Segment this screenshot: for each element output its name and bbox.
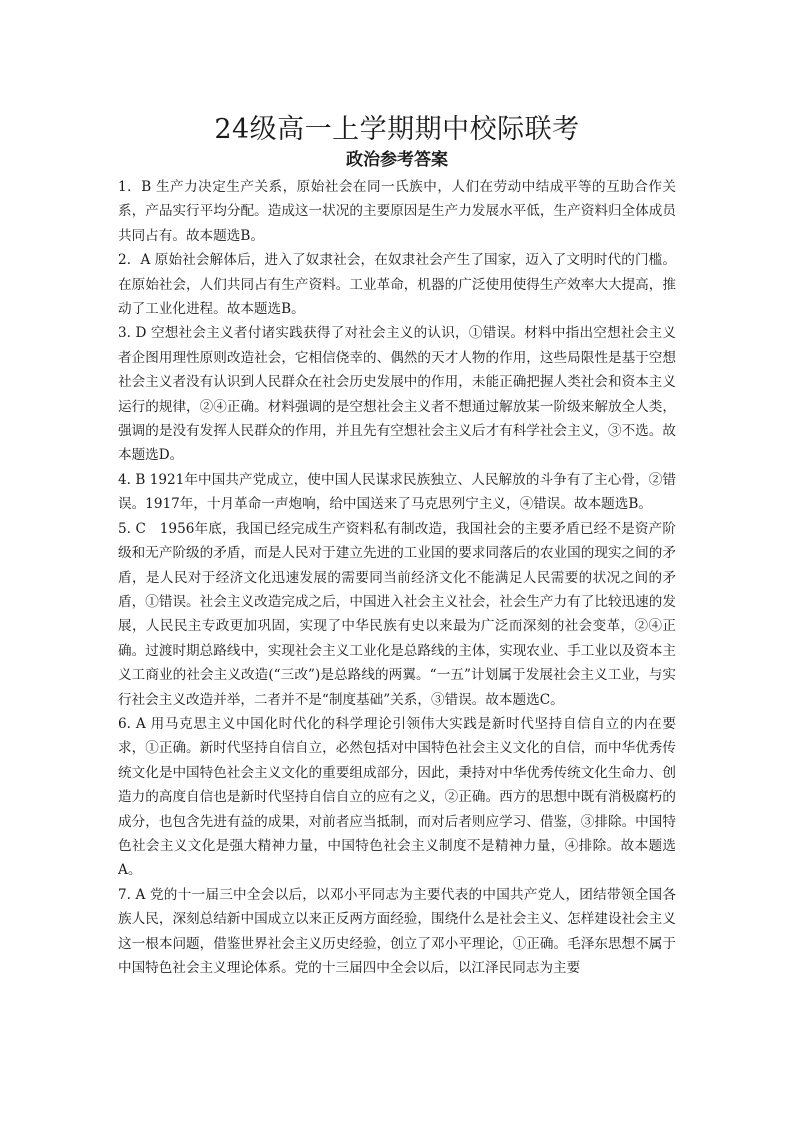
- answer-item-7: 7. A 党的十一届三中全会以后，以邓小平同志为主要代表的中国共产党人，团结带领全国各族人民，深刻总结新中国成立以来正反两方面经验，围绕什么是社会主义、怎样建设社会主义这一根本问题，借鉴世界社会主义历史经验，创立了邓小平理论，①正确。毛泽东思想不属于中国特色社会主义理论体系。党的十三届四中全会以后，以江泽民同志为主要: [118, 886, 676, 976]
- document-title: 24级高一上学期期中校际联考: [214, 114, 580, 145]
- answer-item-6: 6. A 用马克思主义中国化时代化的科学理论引领伟大实践是新时代坚持自信自立的内在要求，①正确。新时代坚持自信自立，必然包括对中国特色社会主义文化的自信，而中华优秀传统文化是中国特色社会主义文化的重要组成部分，因此，秉持对中华优秀传统文化生命力、创造力的高度自信也是新时代坚持自信自立的应有之义，②正确。西方的思想中既有消极腐朽的成分，也包含先进有益的成果，对前者应当抵制，而对后者则应学习、借鉴，③排除。中国特色社会主义文化是强大精神力量，中国特色社会主义制度不是精神力量，④排除。故本题选A。: [118, 715, 676, 879]
- answer-sheet: [118, 112, 676, 980]
- answer-item-2: 2．A 原始社会解体后，进入了奴隶社会，在奴隶社会产生了国家，迈入了文明时代的门槛。在原始社会，人们共同占有生产资料。工业革命，机器的广泛使用使得生产效率大大提高，推动了工业化进程。故本题选B。: [118, 252, 676, 318]
- answer-item-4: 4. B 1921年中国共产党成立，使中国人民谋求民族独立、人民解放的斗争有了主心骨，②错误。1917年，十月革命一声炮响，给中国送来了马克思列宁主义，④错误。故本题选B。: [118, 471, 676, 513]
- document-subtitle: 政治参考答案: [346, 150, 448, 170]
- answer-item-1: 1．B 生产力决定生产关系，原始社会在同一氏族中，人们在劳动中结成平等的互助合作关系，产品实行平均分配。造成这一状况的主要原因是生产力发展水平低，生产资料归全体成员共同占有。故本题选B。: [118, 179, 676, 244]
- answer-item-3: 3. D 空想社会主义者付诸实践获得了对社会主义的认识，①错误。材料中指出空想社会主义者企图用理性原则改造社会，它相信侥幸的、偶然的天才人物的作用，这些局限性是基于空想社会主义者没有认识到人民群众在社会历史发展中的作用，未能正确把握人类社会和资本主义运行的规律，②④正确。材料强调的是空想社会主义者不想通过解放某一阶级来解放全人类，强调的是没有发挥人民群众的作用，并且先有空想社会主义后才有科学社会主义，③不选。故本题选D。: [118, 325, 676, 464]
- answer-item-5: 5. C 1956年底，我国已经完成生产资料私有制改造，我国社会的主要矛盾已经不是资产阶级和无产阶级的矛盾，而是人民对于建立先进的工业国的要求同落后的农业国的现实之间的矛盾，是人民对于经济文化迅速发展的需要同当前经济文化不能满足人民需要的状况之间的矛盾，①错误。社会主义改造完成之后，中国进入社会主义社会，社会生产力有了比较迅速的发展，人民民主专政更加巩固，实现了中华民族有史以来最为广泛而深刻的社会变革，②④正确。过渡时期总路线中，实现社会主义工业化是总路线的主体，实现农业、手工业以及资本主义工商业的社会主义改造(“三改”)是总路线的两翼。“一五”计划属于发展社会主义工业，与实行社会主义改造并举，二者并不是“制度基础”关系，③错误。故本题选C。: [118, 520, 676, 708]
